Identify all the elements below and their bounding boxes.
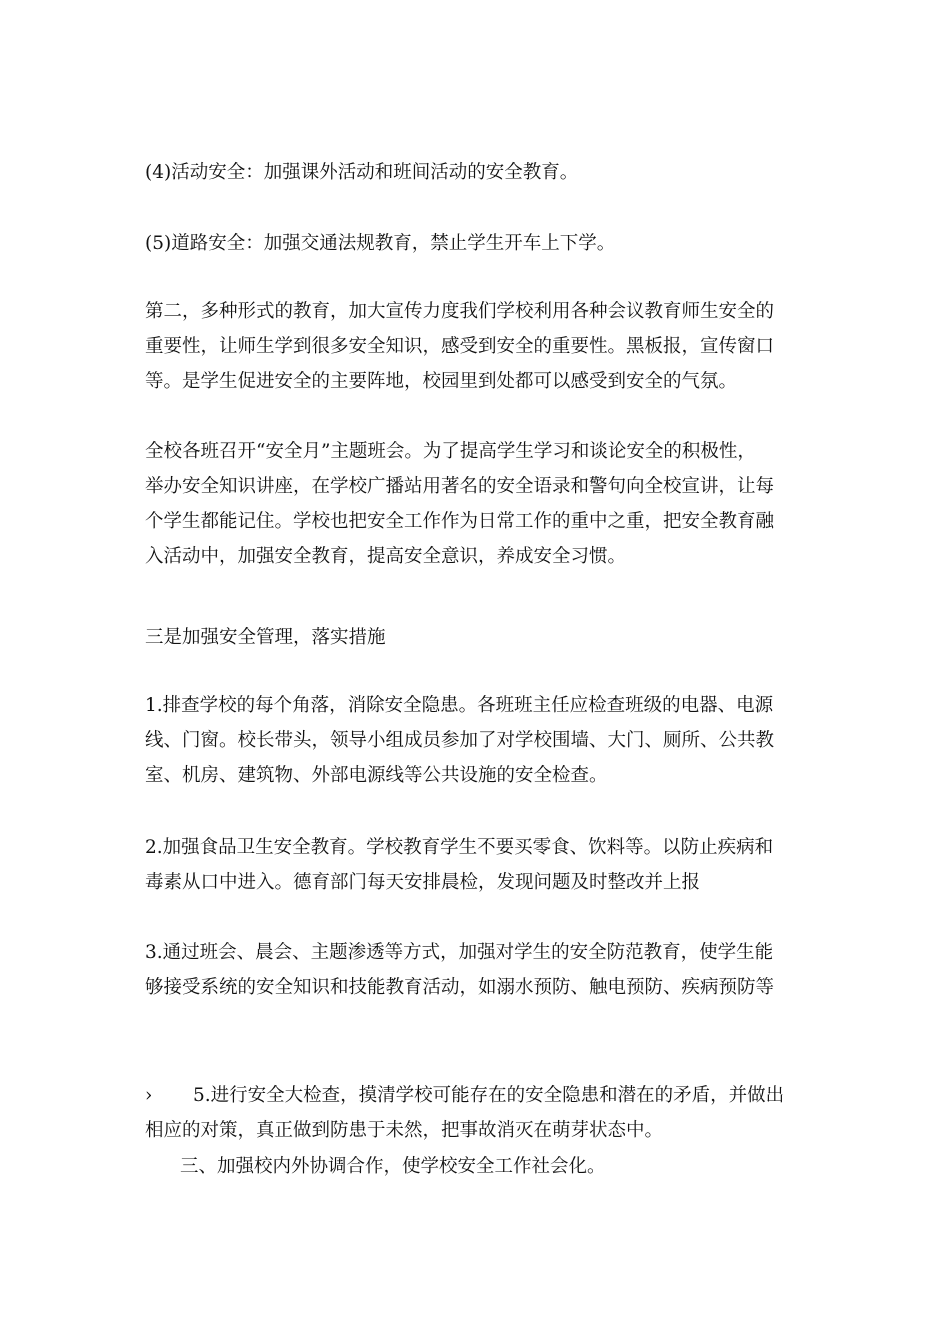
- text-line: 够接受系统的安全知识和技能教育活动，如溺水预防、触电预防、疾病预防等: [145, 977, 775, 998]
- text-line: (4)活动安全：加强课外活动和班间活动的安全教育。: [145, 162, 579, 183]
- paragraph-road-safety: [145, 226, 805, 261]
- section-heading-coordination: [180, 1149, 840, 1184]
- text-line: 三是加强安全管理，落实措施: [145, 627, 386, 648]
- text-line: 重要性，让师生学到很多安全知识，感受到安全的重要性。黑板报，宣传窗口: [145, 336, 775, 357]
- paragraph-safety-month: [145, 434, 805, 574]
- text-line: 相应的对策，真正做到防患于未然，把事故消灭在萌芽状态中。: [145, 1120, 664, 1141]
- bullet-icon: ›: [145, 1085, 153, 1106]
- text-line: [145, 1078, 815, 1113]
- text-line: 三、加强校内外协调合作，使学校安全工作社会化。: [180, 1156, 606, 1177]
- paragraph-activity-safety: [145, 155, 805, 190]
- text-line: 毒素从口中进入。德育部门每天安排晨检，发现问题及时整改并上报: [145, 872, 701, 893]
- text-line: 举办安全知识讲座，在学校广播站用著名的安全语录和警句向全校宣讲，让每: [145, 476, 775, 497]
- text-line: 2.加强食品卫生安全教育。学校教育学生不要买零食、饮料等。以防止疾病和: [145, 837, 774, 858]
- paragraph-item-2: [145, 830, 805, 900]
- paragraph-education-forms: [145, 294, 805, 399]
- text-line: 个学生都能记住。学校也把安全工作作为日常工作的重中之重，把安全教育融: [145, 511, 775, 532]
- section-heading-management: [145, 620, 805, 655]
- text-line: 室、机房、建筑物、外部电源线等公共设施的安全检查。: [145, 765, 608, 786]
- text-line: 全校各班召开“安全月”主题班会。为了提高学生学习和谈论安全的积极性，: [145, 441, 756, 462]
- text-line: 1.排查学校的每个角落，消除安全隐患。各班班主任应检查班级的电器、电源: [145, 695, 774, 716]
- text-line: 入活动中，加强安全教育，提高安全意识，养成安全习惯。: [145, 546, 627, 567]
- text-line: 3.通过班会、晨会、主题渗透等方式，加强对学生的安全防范教育，使学生能: [145, 942, 774, 963]
- paragraph-item-1: [145, 688, 805, 793]
- text-line: (5)道路安全：加强交通法规教育，禁止学生开车上下学。: [145, 233, 616, 254]
- text-line: 等。是学生促进安全的主要阵地，校园里到处都可以感受到安全的气氛。: [145, 371, 738, 392]
- text-line-content: 5.进行安全大检查，摸清学校可能存在的安全隐患和潜在的矛盾，并做出: [193, 1085, 785, 1106]
- text-line: 线、门窗。校长带头，领导小组成员参加了对学校围墙、大门、厕所、公共教: [145, 730, 775, 751]
- paragraph-item-3: [145, 935, 805, 1005]
- text-line: 第二，多种形式的教育，加大宣传力度我们学校利用各种会议教育师生安全的: [145, 301, 775, 322]
- paragraph-item-5: [145, 1078, 815, 1148]
